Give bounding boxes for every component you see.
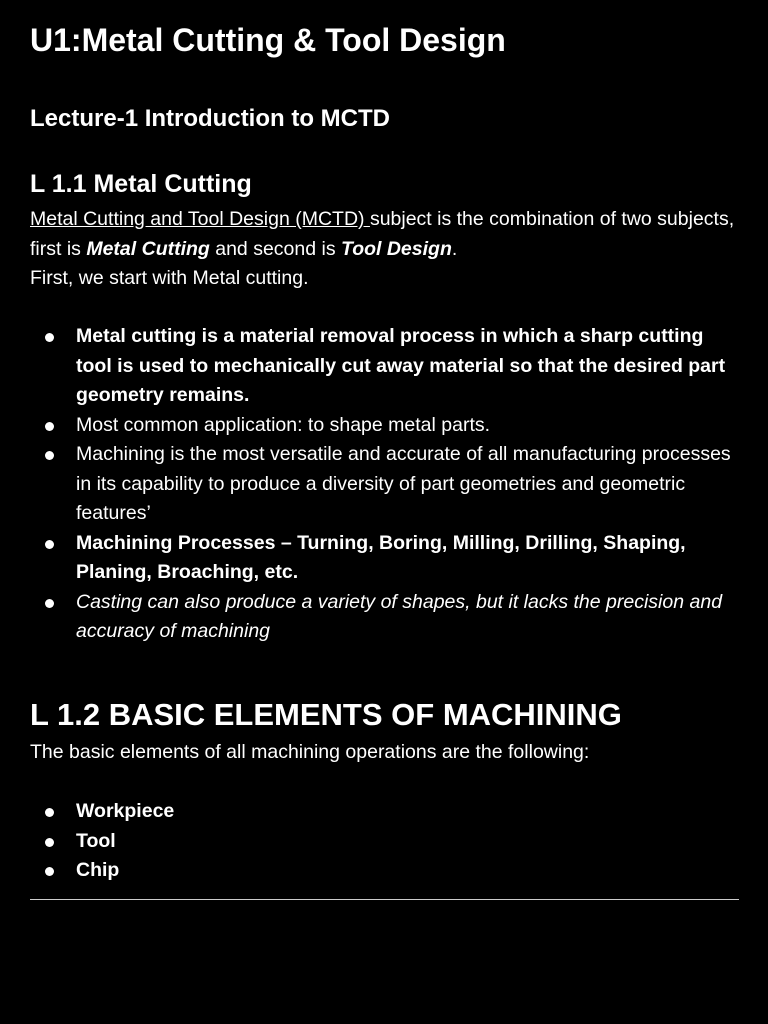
intro-text-2: and second is: [209, 237, 341, 260]
lecture-heading: Lecture-1 Introduction to MCTD: [30, 105, 390, 132]
list-item: [30, 856, 740, 886]
section-heading-metal-cutting: L 1.1 Metal Cutting: [30, 170, 252, 198]
list-item-text: Metal cutting is a material removal process in which a sharp cutting tool is used to mechanically cut away material so that the desired part geometry remains.: [76, 325, 726, 406]
bullet-icon: [45, 422, 54, 431]
list-item-text: Workpiece: [76, 800, 175, 822]
intro-paragraph: [30, 205, 740, 294]
basic-elements-bullet-list: [30, 797, 740, 886]
bullet-icon: [45, 867, 54, 876]
intro-text-3: .: [451, 237, 458, 260]
bullet-icon: [45, 333, 54, 342]
list-item: [30, 529, 740, 588]
section-heading-basic-elements: L 1.2 BASIC ELEMENTS OF MACHINING: [30, 697, 622, 732]
horizontal-divider: [30, 899, 739, 900]
list-item-text: Tool: [76, 829, 116, 852]
intro-line-3: First, we start with Metal cutting.: [30, 267, 309, 289]
list-item: [30, 797, 740, 827]
list-item: [30, 440, 740, 529]
list-item-text: Machining is the most versatile and accurate of all manufacturing processes in its capability to produce a diversity of part geometries and geometric features’: [76, 443, 731, 524]
metal-cutting-bullet-list: [30, 322, 740, 647]
list-item-text: Chip: [76, 859, 120, 881]
intro-italic-metal-cutting: Metal Cutting: [86, 237, 210, 260]
basic-elements-text: The basic elements of all machining operations are the following:: [30, 741, 590, 763]
intro-italic-tool-design: Tool Design: [341, 237, 452, 260]
bullet-icon: [45, 599, 54, 608]
mctd-underlined-term: Metal Cutting and Tool Design (MCTD): [30, 208, 370, 230]
page-title: U1:Metal Cutting & Tool Design: [30, 22, 506, 58]
list-item-text: Casting can also produce a variety of shapes, but it lacks the precision and accuracy of machining: [76, 590, 723, 642]
bullet-icon: [45, 808, 54, 817]
list-item: [30, 588, 740, 647]
list-item-text: Machining Processes – Turning, Boring, Milling, Drilling, Shaping, Planing, Broaching, etc.: [76, 531, 686, 583]
intro-text-1: subject is the combination of two subjects, first is: [30, 208, 735, 260]
bullet-icon: [45, 540, 54, 549]
list-item-text: Most common application: to shape metal parts.: [76, 413, 491, 436]
list-item: [30, 322, 740, 411]
bullet-icon: [45, 838, 54, 847]
list-item: [30, 411, 740, 441]
bullet-icon: [45, 451, 54, 460]
list-item: [30, 827, 740, 857]
